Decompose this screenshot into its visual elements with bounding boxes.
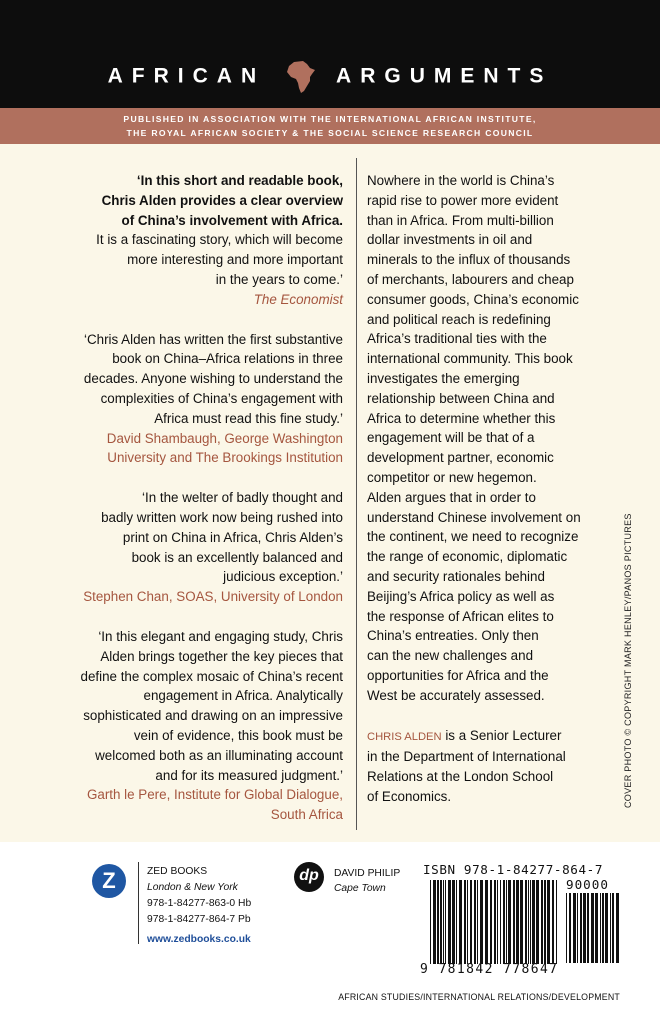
barcode-bar [508, 880, 511, 964]
quote-line: in the years to come.’ [215, 271, 343, 287]
barcode-bar [547, 880, 550, 964]
blurb-line: development partner, economic [367, 450, 554, 466]
blurb-line: international community. This book [367, 351, 573, 367]
column-divider [356, 158, 357, 830]
barcode-bar [591, 893, 594, 963]
barcode-bar [566, 893, 567, 963]
quote-attribution: Garth le Pere, Institute for Global Dialogue, [86, 787, 343, 803]
africa-map-icon [286, 60, 316, 94]
barcode-bar [525, 880, 527, 964]
blurb-line: competitor or new hegemon. [367, 469, 537, 485]
quote-line: complexities of China’s engagement with [100, 390, 343, 406]
quote-line: book on China–Africa relations in three [112, 351, 343, 367]
barcode-bar [437, 880, 439, 964]
blurb-line: the continent, we need to recognize [367, 529, 579, 545]
blurb-line: and political reach is redefining [367, 311, 551, 327]
blurb-line: can the new challenges and [367, 648, 534, 664]
blurb-line: China’s entreaties. Only then [367, 628, 539, 644]
barcode-bar [464, 880, 466, 964]
barcode-bar [516, 880, 519, 964]
author-name: CHRIS ALDEN [367, 730, 442, 743]
quote-attribution: David Shambaugh, George Washington [106, 430, 343, 446]
blurb-line: Africa’s traditional ties with the [367, 331, 547, 347]
series-word-arguments: ARGUMENTS [336, 64, 553, 88]
quote-line: decades. Anyone wishing to understand the [83, 371, 343, 387]
ean-barcode [430, 880, 560, 964]
barcode-bar [602, 893, 604, 963]
association-banner [0, 108, 660, 144]
barcode-bar [500, 880, 501, 964]
blurb-line: Alden argues that in order to [367, 489, 536, 505]
quote-line: print on China in Africa, Chris Alden’s [122, 529, 343, 545]
quote-line: book is an excellently balanced and [131, 549, 343, 565]
addon-barcode [566, 893, 620, 963]
publisher-location: London & New York [147, 882, 238, 893]
barcode-bar [600, 893, 601, 963]
quote-attribution: Stephen Chan, SOAS, University of London [83, 589, 343, 605]
barcode-ean-digits: 9 781842 778647 [420, 962, 559, 977]
barcode-bar [583, 893, 586, 963]
barcode-bar [494, 880, 496, 964]
barcode-bar [430, 880, 431, 964]
association-line-2: THE ROYAL AFRICAN SOCIETY & THE SOCIAL SCIENCE RESEARCH COUNCIL [126, 128, 534, 138]
quote-line: badly written work now being rushed into [101, 509, 343, 525]
quote-line: welcomed both as an illuminating account [95, 747, 343, 763]
blurb-line: investigates the emerging [367, 370, 520, 386]
barcode-bar [503, 880, 505, 964]
quote-line: ‘Chris Alden has written the first substantive [83, 331, 343, 347]
subject-categories: AFRICAN STUDIES/INTERNATIONAL RELATIONS/DEVELOPMENT [338, 992, 620, 1002]
barcode-bar [577, 893, 578, 963]
publisher-info [147, 864, 251, 948]
quote-attribution: University and The Brookings Institution [107, 450, 343, 466]
quote-line: define the complex mosaic of China’s recent [80, 668, 343, 684]
blurb-line: and security rationales behind [367, 568, 545, 584]
blurb-line: Beijing’s Africa policy as well as [367, 588, 555, 604]
barcode-bar [506, 880, 507, 964]
blurb-line: West be accurately assessed. [367, 687, 545, 703]
quote-line: It is a fascinating story, which will become [96, 232, 343, 248]
barcode-bar [474, 880, 476, 964]
barcode-bar [544, 880, 546, 964]
quote-attribution: The Economist [253, 291, 343, 307]
barcode-bar [513, 880, 515, 964]
publisher-website-link[interactable]: www.zedbooks.co.uk [147, 934, 251, 945]
blurb-line: the response of African elites to [367, 608, 554, 624]
barcode-bar [433, 880, 436, 964]
quote-line: ‘In this short and readable book, [136, 173, 343, 188]
publisher-divider [138, 862, 139, 944]
barcode-bar [605, 893, 608, 963]
quote-line: Alden brings together the key pieces that [100, 648, 343, 664]
blurb-line: of merchants, labourers and cheap [367, 271, 574, 287]
author-bio-line: Relations at the London School [367, 769, 554, 785]
blurb-line: the range of economic, diplomatic [367, 549, 568, 565]
quote-line: of China’s involvement with Africa. [121, 212, 343, 228]
endorsement-1 [60, 171, 343, 310]
barcode-bar [541, 880, 543, 964]
quote-line: ‘In this elegant and engaging study, Chris [98, 628, 343, 644]
endorsement-4 [60, 627, 343, 825]
barcode-bar [490, 880, 492, 964]
co-publisher-name: DAVID PHILIP [334, 868, 401, 879]
quote-line: more interesting and more important [127, 252, 343, 268]
barcode-addon-number: 90000 [566, 877, 609, 892]
barcode-bar [467, 880, 468, 964]
author-bio [367, 726, 592, 807]
barcode-bar [532, 880, 535, 964]
isbn-paperback: 978-1-84277-864-7 Pb [147, 914, 251, 925]
quote-line: Chris Alden provides a clear overview [101, 192, 343, 208]
barcode-isbn-label: ISBN 978-1-84277-864-7 [423, 862, 604, 877]
blurb-line: engagement will be that of a [367, 430, 535, 446]
blurb-line: opportunities for Africa and the [367, 667, 549, 683]
barcode-bar [612, 893, 614, 963]
barcode-bar [477, 880, 478, 964]
isbn-hardback: 978-1-84277-863-0 Hb [147, 898, 252, 909]
endorsements [60, 171, 343, 845]
barcode-bar [456, 880, 457, 964]
barcode-bar [595, 893, 598, 963]
barcode-bar [552, 880, 554, 964]
endorsement-2 [60, 330, 343, 469]
blurb-line: minerals to the influx of thousands [367, 252, 571, 268]
barcode-bar [556, 880, 557, 964]
barcode-bar [445, 880, 446, 964]
quote-attribution: South Africa [270, 807, 343, 823]
barcode-bar [580, 893, 582, 963]
barcode-bar [480, 880, 483, 964]
barcode-bar [497, 880, 498, 964]
barcode-bar [569, 893, 571, 963]
photo-credit: COVER PHOTO © COPYRIGHT MARK HENLEY/PANOS PICTURES [623, 513, 633, 808]
barcode-bar [573, 893, 576, 963]
barcode-bar [610, 893, 611, 963]
blurb-line: dollar investments in oil and [367, 232, 533, 248]
book-description [367, 171, 592, 827]
blurb-line: understand Chinese involvement on [367, 509, 581, 525]
barcode-bar [536, 880, 539, 964]
barcode-bar [440, 880, 442, 964]
blurb-line: Africa to determine whether this [367, 410, 556, 426]
quote-line: Africa must read this fine study.’ [154, 410, 343, 426]
association-line-1: PUBLISHED IN ASSOCIATION WITH THE INTERNATIONAL AFRICAN INSTITUTE, [123, 114, 537, 124]
co-publisher-location: Cape Town [334, 883, 386, 894]
blurb-line: than in Africa. From multi-billion [367, 212, 554, 228]
blurb-line: consumer goods, China’s economic [367, 291, 579, 307]
barcode-bar [528, 880, 529, 964]
co-publisher-info [334, 866, 400, 896]
blurb-line: relationship between China and [367, 390, 555, 406]
barcode-bar [530, 880, 531, 964]
barcode-bar [452, 880, 455, 964]
barcode-bar [443, 880, 444, 964]
quote-line: vein of evidence, this book must be [133, 727, 343, 743]
blurb-paragraph [367, 171, 592, 706]
publisher-name: ZED BOOKS [147, 866, 208, 877]
barcode-bar [459, 880, 462, 964]
quote-line: judicious exception.’ [223, 569, 343, 585]
zed-books-logo: Z [92, 864, 126, 898]
barcode-bar [520, 880, 523, 964]
series-title [0, 60, 660, 94]
blurb-line: rapid rise to power more evident [367, 192, 559, 208]
author-bio-line: of Economics. [367, 788, 452, 804]
author-bio-line: in the Department of International [367, 749, 566, 765]
barcode-bar [485, 880, 488, 964]
series-word-african: AFRICAN [107, 64, 266, 88]
blurb-line: Nowhere in the world is China’s [367, 173, 555, 188]
quote-line: ‘In the welter of badly thought and [142, 490, 343, 506]
author-bio-text: is a Senior Lecturer [441, 727, 562, 743]
endorsement-3 [60, 488, 343, 607]
barcode-bar [587, 893, 589, 963]
quote-line: engagement in Africa. Analytically [143, 688, 343, 704]
quote-line: and for its measured judgment.’ [155, 767, 343, 783]
barcode-bar [470, 880, 472, 964]
barcode-bar [616, 893, 619, 963]
barcode-bar [448, 880, 451, 964]
david-philip-logo: dp [294, 862, 324, 892]
quote-line: sophisticated and drawing on an impressive [83, 708, 343, 724]
